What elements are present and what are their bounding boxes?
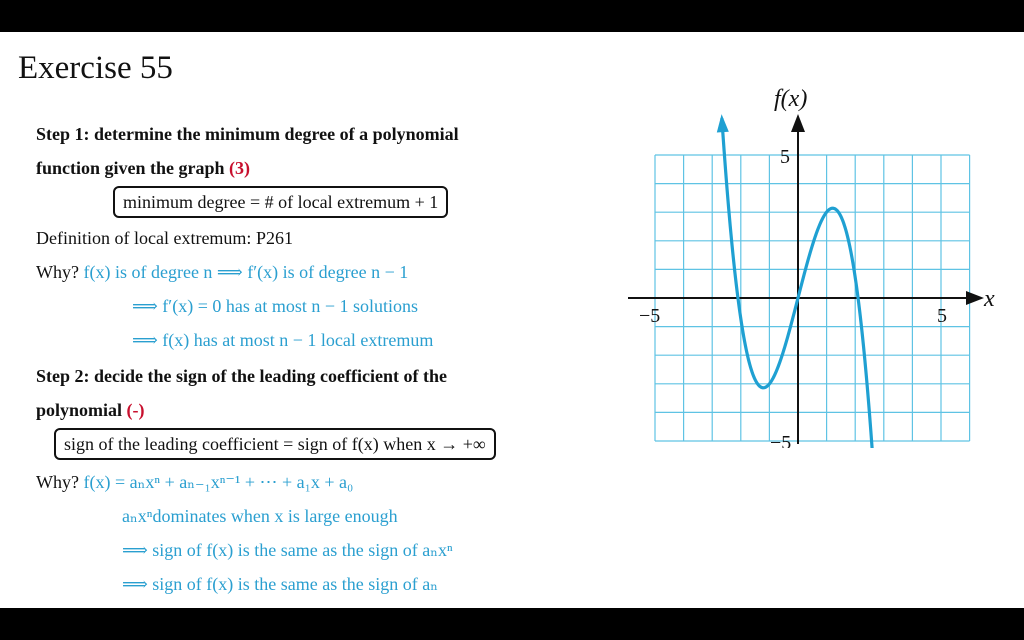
step1-why-line1: f(x) is of degree n ⟹ f′(x) is of degree n − 1 <box>83 262 409 282</box>
x-axis-label: x <box>984 286 995 312</box>
tick-label-x-pos: 5 <box>937 305 947 327</box>
step2-why-line1: f(x) = aₙxⁿ + aₙ₋₁xⁿ⁻¹ + ⋯ + a₁x + a₀ <box>83 472 354 492</box>
step1-definition: Definition of local extremum: P261 <box>36 228 293 248</box>
step2-heading-line1: Step 2: decide the sign of the leading coefficient of the <box>36 366 447 386</box>
y-axis-arrow-icon <box>791 114 805 132</box>
tick-label-x-neg: −5 <box>639 305 661 327</box>
step2-formula-box: sign of the leading coefficient = sign of f(x) when x → +∞ <box>54 428 496 460</box>
step2-why-row <box>36 472 353 493</box>
step1-why-line3: ⟹ f(x) has at most n − 1 local extremum <box>132 330 434 350</box>
step2-why-line4: ⟹ sign of f(x) is the same as the sign of aₙ <box>122 574 439 594</box>
slide <box>0 32 1024 608</box>
step2-heading-text: polynomial <box>36 400 127 420</box>
page-title: Exercise 55 <box>18 50 173 86</box>
step1-why-line2: ⟹ f′(x) = 0 has at most n − 1 solutions <box>132 296 419 316</box>
step1-why-label: Why? <box>36 262 84 282</box>
x-axis-arrow-icon <box>966 291 984 305</box>
tick-label-y-neg: −5 <box>770 432 792 448</box>
step2-heading-line2 <box>36 400 145 421</box>
step1-answer: (3) <box>229 158 251 178</box>
step1-heading-line1: Step 1: determine the minimum degree of a polynomial <box>36 124 459 144</box>
step2-why-line2: aₙxⁿdominates when x is large enough <box>122 506 398 526</box>
function-graph <box>622 58 1012 448</box>
step2-why-label: Why? <box>36 472 84 492</box>
y-axis-label: f(x) <box>774 86 808 112</box>
tick-label-y-pos: 5 <box>780 146 790 168</box>
step2-answer: (-) <box>126 400 145 420</box>
step1-formula-box: minimum degree = # of local extremum + 1 <box>113 186 448 218</box>
step1-heading-text: function given the graph <box>36 158 230 178</box>
curve-arrow-up-icon <box>717 114 729 132</box>
step1-heading-line2 <box>36 158 250 179</box>
step1-why-row <box>36 262 408 283</box>
step2-why-line3: ⟹ sign of f(x) is the same as the sign of aₙxⁿ <box>122 540 453 560</box>
